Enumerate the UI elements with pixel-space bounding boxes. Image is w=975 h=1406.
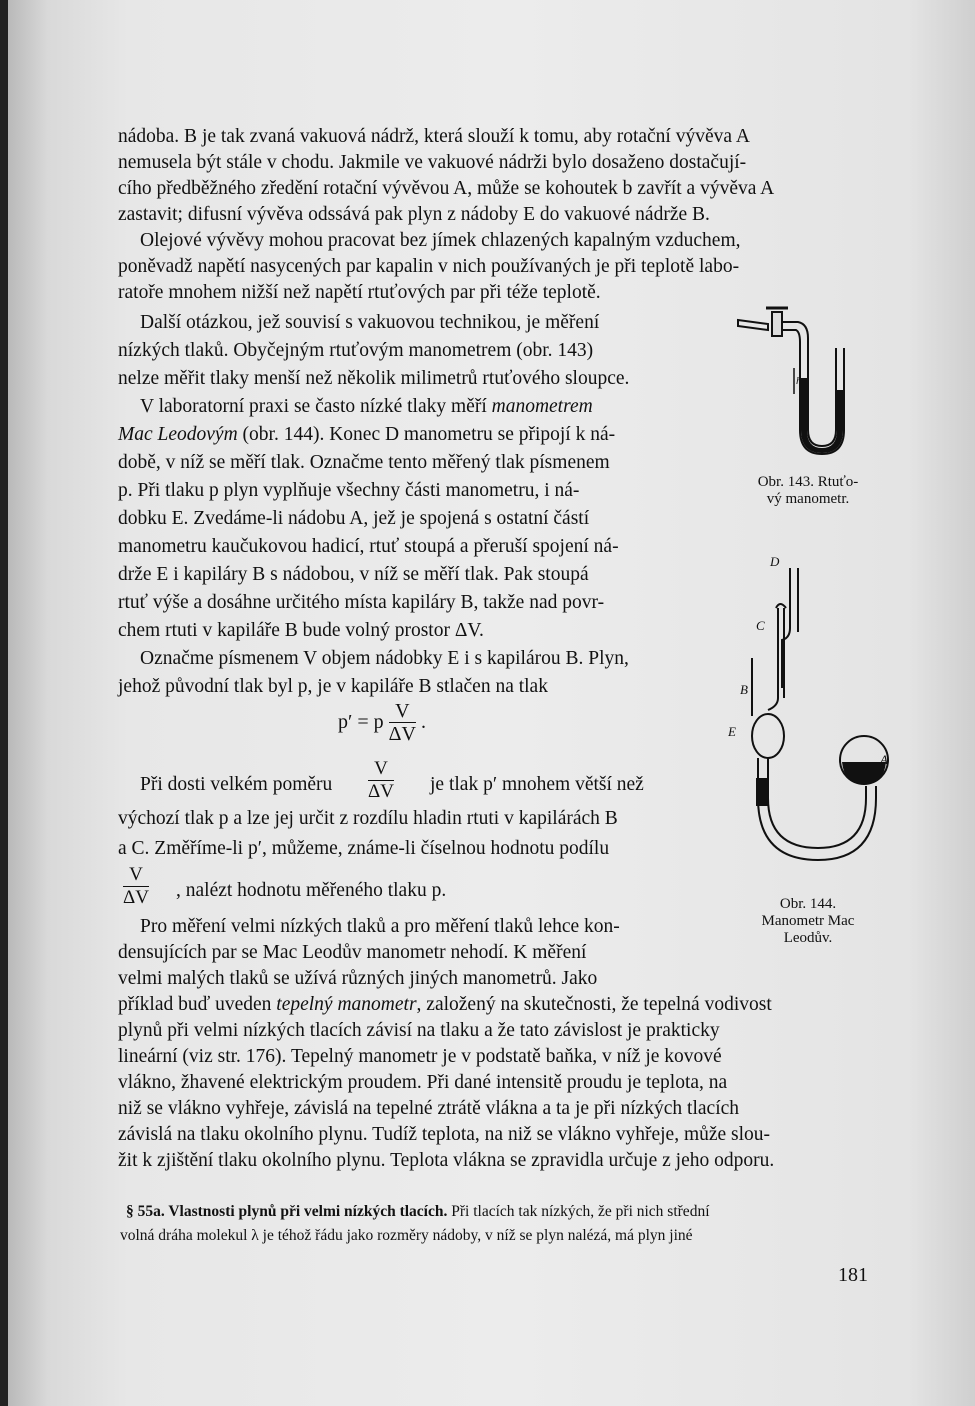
formula-numerator: V: [389, 700, 416, 723]
text-line: výchozí tlak p a lze jej určit z rozdílu hladin rtuti v kapilárách B: [118, 808, 618, 829]
text-line: lineární (viz str. 176). Tepelný manometr je v podstatě baňka, v níž je kovové: [118, 1046, 722, 1067]
inline-ratio: [368, 758, 394, 803]
book-page: [8, 0, 975, 1406]
text-line: nádoba. B je tak zvaná vakuová nádrž, která slouží k tomu, aby rotační vývěva A: [118, 126, 750, 147]
u-tube-outer: [782, 322, 836, 446]
label-h: h: [796, 375, 802, 387]
section-line: volná dráha molekul λ je téhož řádu jako rozměry nádoby, v níž se plyn nalézá, má plyn jiné: [120, 1227, 693, 1244]
text-line: nízkých tlaků. Obyčejným rtuťovým manometrem (obr. 143): [118, 340, 594, 361]
ratio-fraction: [368, 758, 394, 803]
text-line: drže E i kapiláry B s nádobou, v níž se měří tlak. Pak stoupá: [118, 564, 589, 585]
label-b: B: [740, 682, 748, 697]
ratio-numerator: V: [368, 758, 394, 781]
page-number: 181: [838, 1264, 868, 1286]
formula-fraction: [389, 700, 416, 745]
capillary-b: [768, 608, 778, 710]
ratio-numerator: V: [123, 864, 149, 887]
display-formula: [338, 700, 426, 745]
text-line: zastavit; difusní vývěva odssává pak plyn z nádoby E do vakuové nádrže B.: [118, 204, 710, 225]
text-line: závislá na tlaku okolního plynu. Tudíž teplota, na niž se vlákno vyhřeje, může slou-: [118, 1124, 771, 1145]
text-line: jehož původní tlak byl p, je v kapiláře B stlačen na tlak: [118, 676, 548, 697]
text-line: Olejové vývěvy mohou pracovat bez jímek chlazených kapalným vzduchem,: [140, 230, 741, 251]
text-line: manometru kaučukovou hadicí, rtuť stoupá a přeruší spojení ná-: [118, 536, 619, 557]
text-run-italic: Mac Leodovým: [118, 424, 238, 445]
text-line: plynů při velmi nízkých tlacích závisí na tlaku a že tato závislost je prakticky: [118, 1020, 720, 1041]
text-line: rtuť výše a dosáhne určitého místa kapiláry B, takže nad povr-: [118, 592, 605, 613]
text-line: chem rtuti v kapiláře B bude volný prostor ΔV.: [118, 620, 484, 641]
formula-end: .: [420, 711, 426, 733]
stopcock: [772, 312, 782, 336]
text-line: , nalézt hodnotu měřeného tlaku p.: [176, 880, 447, 901]
label-e: E: [728, 724, 736, 739]
label-d: D: [770, 554, 780, 569]
text-line: vlákno, žhavené elektrickým proudem. Při dané intensitě proudu je teplota, na: [118, 1072, 728, 1093]
text-line: velmi malých tlaků se užívá různých jiných manometrů. Jako: [118, 968, 598, 989]
inline-ratio: [123, 864, 149, 909]
text-line: době, v níž se měří tlak. Označme tento měřený tlak písmenem: [118, 452, 610, 473]
side-tube: [738, 320, 768, 330]
text-line: je tlak p′ mnohem větší než: [430, 774, 644, 795]
text-line: Pro měření velmi nízkých tlaků a pro měření tlaků lehce kon-: [140, 916, 620, 937]
text-line: [118, 422, 615, 448]
text-line: a C. Změříme-li p′, můžeme, známe-li číselnou hodnotu podílu: [118, 838, 610, 859]
text-line: cího předběžného zředění rotační vývěvou A, může se kohoutek b zavřít a vývěva A: [118, 178, 775, 199]
figure-144-macleod: [728, 548, 898, 888]
section-text: Při tlacích tak nízkých, že při nich střední: [447, 1203, 710, 1220]
text-line: niž se vlákno vyhřeje, závislá na tepelné ztrátě vlákna a ta je při nízkých tlacích: [118, 1098, 740, 1119]
text-run: V laboratorní praxi se často nízké tlaky měří: [140, 396, 492, 417]
figure-144-caption: Obr. 144. Manometr Mac Leodův.: [761, 896, 855, 946]
label-a: A: [880, 752, 888, 767]
text-line: [118, 992, 772, 1018]
text-run: , založený na skutečnosti, že tepelná vodivost: [416, 994, 772, 1015]
section-title: § 55a. Vlastnosti plynů při velmi nízkých tlacích.: [126, 1203, 448, 1220]
text-line: Označme písmenem V objem nádobky E i s kapilárou B. Plyn,: [140, 648, 629, 669]
text-line: poněvadž napětí nasycených par kapalin v nich používaných je při teplotě labo-: [118, 256, 740, 277]
label-c: C: [756, 618, 765, 633]
text-run: (obr. 144). Konec D manometru se připojí k ná-: [237, 424, 616, 445]
text-line: nemusela být stále v chodu. Jakmile ve vakuové nádrži bylo dosaženo dostačují-: [118, 152, 747, 173]
text-run-italic: tepelný manometr: [276, 994, 417, 1015]
text-line: densujících par se Mac Leodův manometr nehodí. K měření: [118, 942, 587, 963]
text-line: žit k zjištění tlaku okolního plynu. Teplota vlákna se zpravidla určuje z jeho odporu.: [118, 1150, 775, 1171]
ratio-denominator: ΔV: [368, 781, 394, 802]
ratio-denominator: ΔV: [123, 887, 149, 908]
text-line: Další otázkou, jež souvisí s vakuovou technikou, je měření: [140, 312, 600, 333]
text-run-italic: manometrem: [491, 396, 593, 417]
section-line: [126, 1200, 886, 1224]
figure-143-manometer: [728, 298, 858, 468]
text-line: ratoře mnohem nižší než napětí rtuťových par při téže teplotě.: [118, 282, 601, 303]
formula-lhs: p′ = p: [338, 711, 384, 733]
text-line: [140, 394, 593, 420]
text-line: p. Při tlaku p plyn vyplňuje všechny části manometru, i ná-: [118, 480, 580, 501]
mercury-left: [756, 778, 768, 806]
section-55a: [120, 1200, 886, 1248]
text-line: Při dosti velkém poměru: [140, 774, 333, 795]
capillary-top: [776, 604, 786, 608]
ratio-fraction: [123, 864, 149, 909]
text-line: nelze měřit tlaky menší než několik milimetrů rtuťového sloupce.: [118, 368, 630, 389]
bulb-e: [752, 714, 784, 758]
page-edge: [0, 0, 8, 1406]
formula-denominator: ΔV: [388, 723, 416, 745]
text-line: dobku E. Zvedáme-li nádobu A, jež je spojená s ostatní částí: [118, 508, 590, 529]
figure-143-caption: Obr. 143. Rtuťo- vý manometr.: [757, 474, 859, 507]
text-run: příklad buď uveden: [118, 994, 277, 1015]
